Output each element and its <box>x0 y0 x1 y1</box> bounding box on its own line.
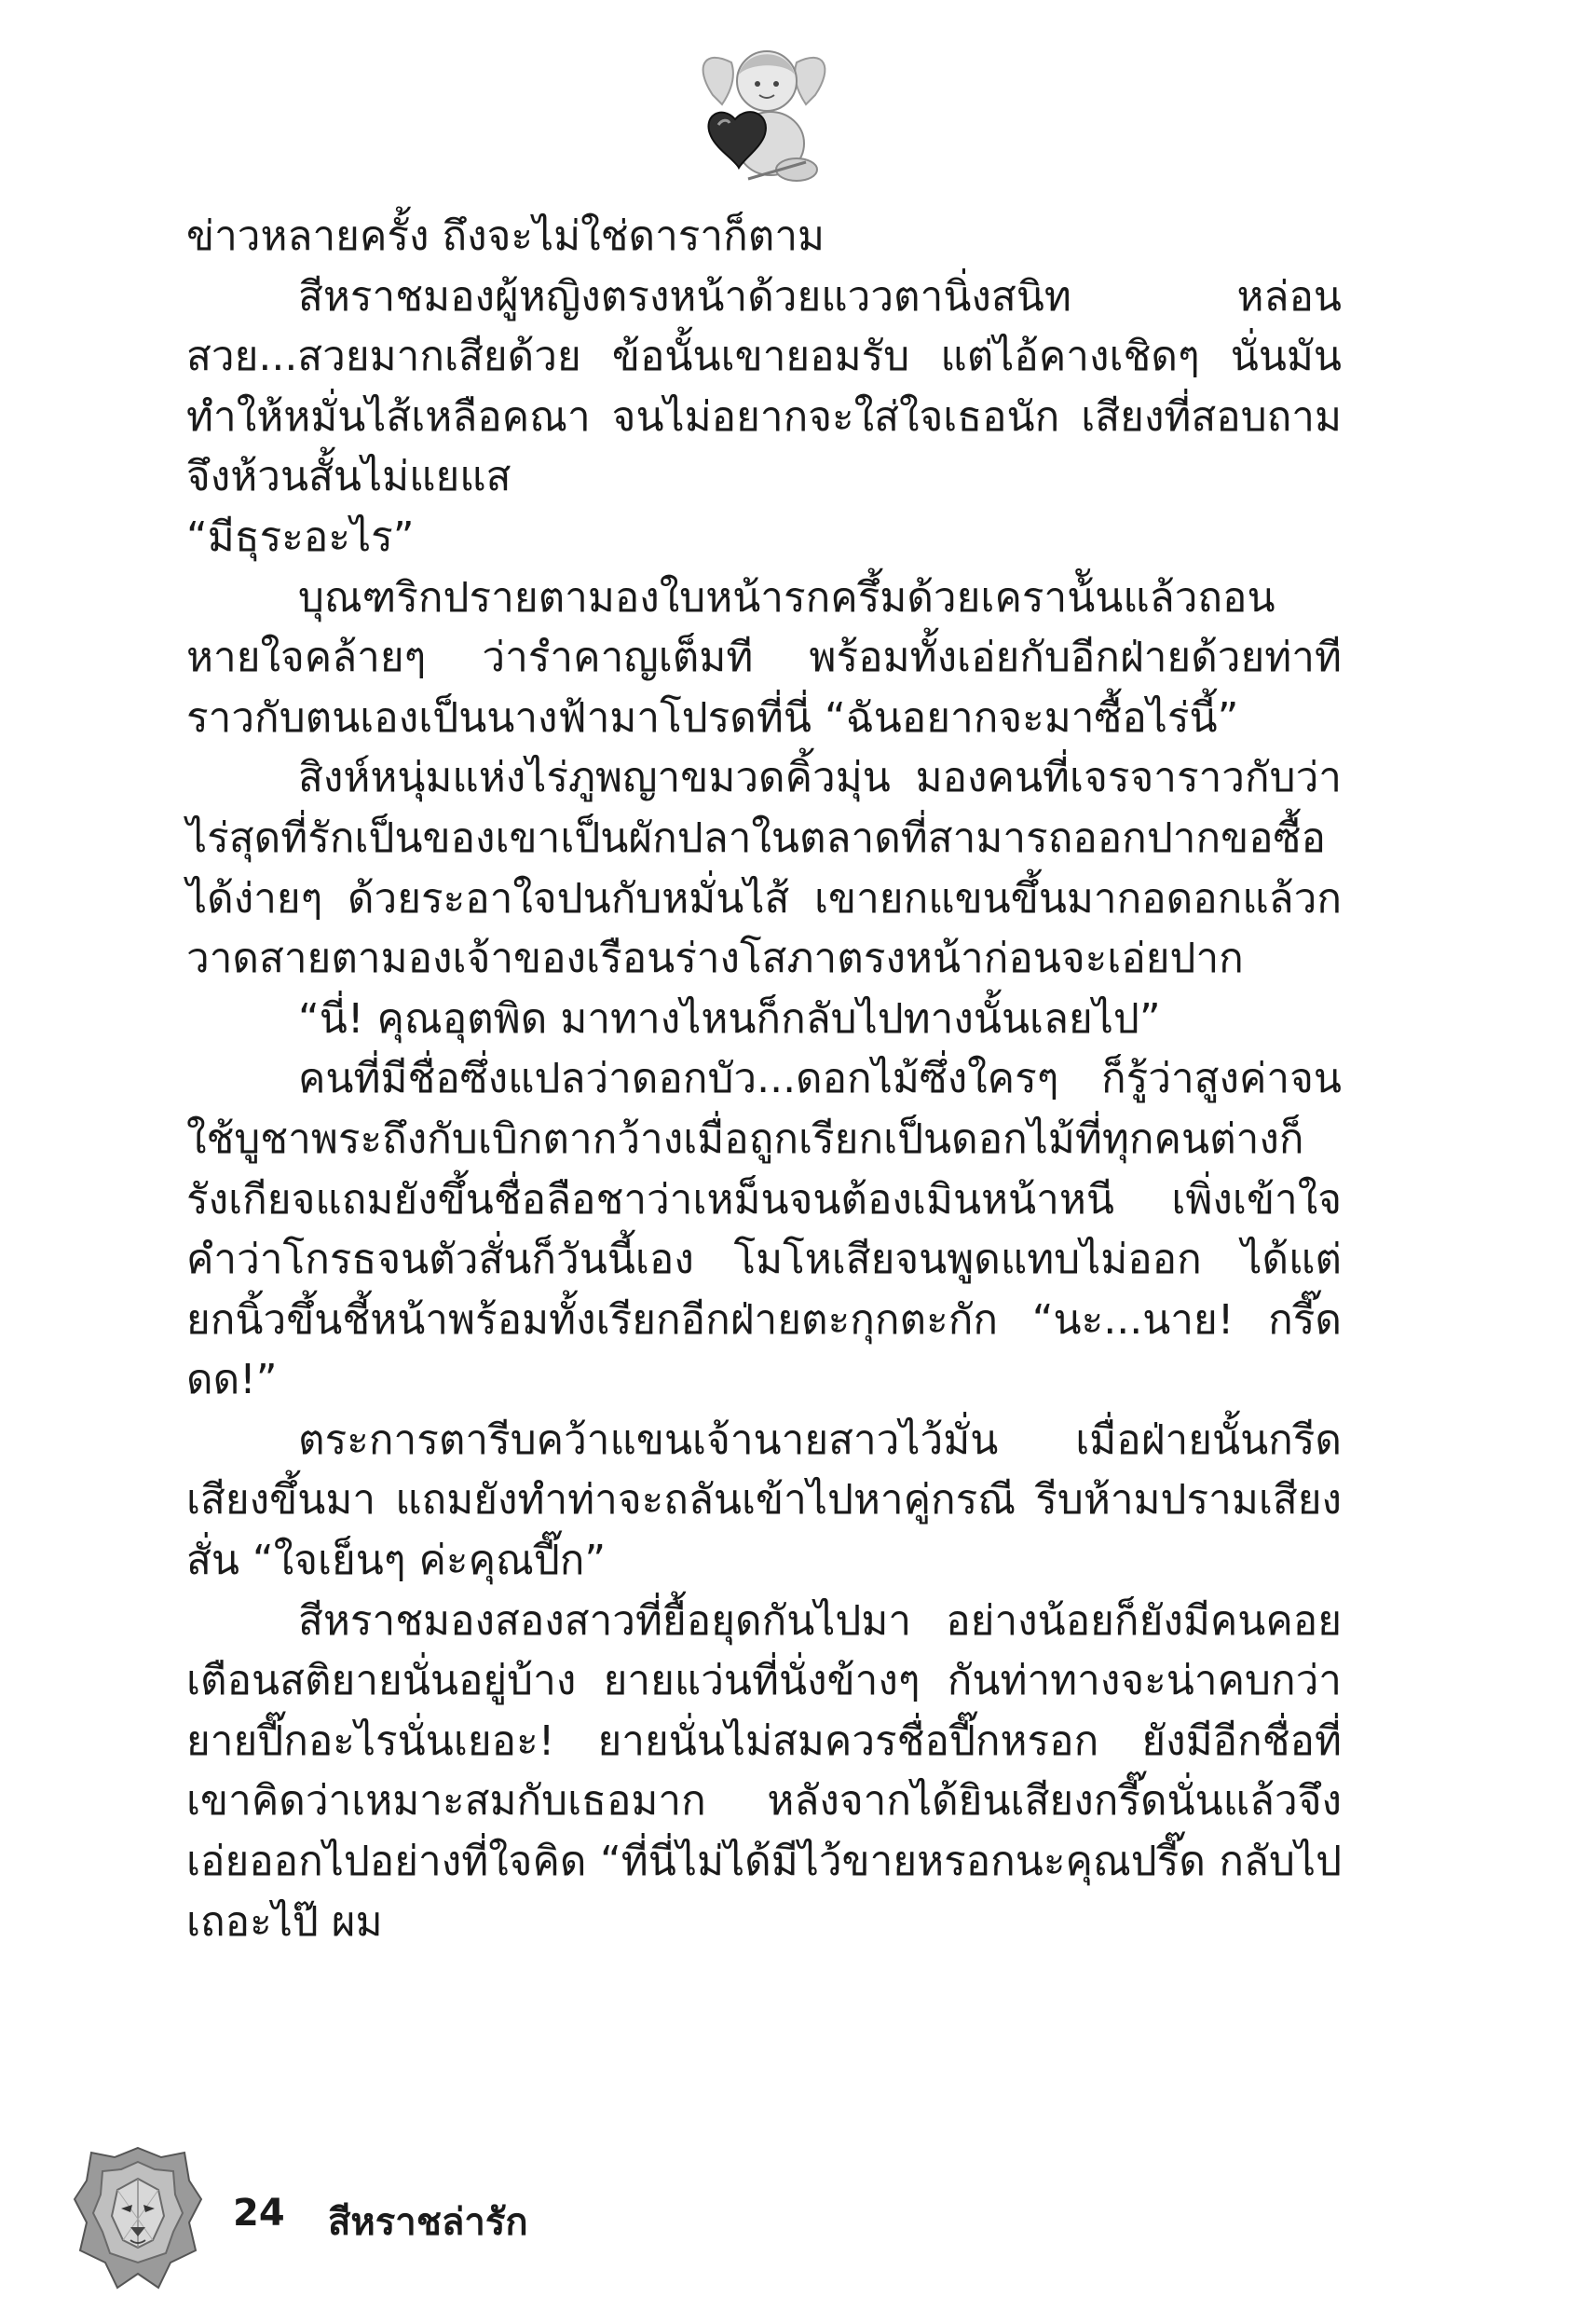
page-number: 24 <box>233 2192 285 2235</box>
lion-head-icon <box>73 2143 203 2292</box>
paragraph-2: สีหราชมองผู้หญิงตรงหน้าด้วยแววตานิ่งสนิท หล่อนสวย...สวยมากเสียด้วย ข้อนั้นเขายอมรับ แต่ไอ้คางเชิดๆ นั่นมันทำให้หมั่นไส้เหลือคณา จนไม่อยากจะใส่ใจเธอนัก เสียงที่สอบถามจึงห้วนสั้นไม่แยแส <box>186 272 1342 501</box>
paragraph-7: คนที่มีชื่อซึ่งแปลว่าดอกบัว...ดอกไม้ซึ่งใครๆ ก็รู้ว่าสูงค่าจนใช้บูชาพระถึงกับเบิกตากว้างเมื่อถูกเรียกเป็นดอกไม้ที่ทุกคนต่างก็รังเกียจแถมยังขึ้นชื่อลือชาว่าเหม็นจนต้องเมินหน้าหนี เพิ่งเข้าใจคำว่าโกรธจนตัวสั่นก็วันนี้เอง โมโหเสียจนพูดแทบไม่ออก ได้แต่ยกนิ้วขึ้นชี้หน้าพร้อมทั้งเรียกอีกฝ่ายตะกุกตะกัก “นะ...นาย! กรี๊ดดด!” <box>186 1055 1342 1404</box>
book-title: สีหราชล่ารัก <box>328 2201 528 2244</box>
paragraph-9: สีหราชมองสองสาวที่ยื้อยุดกันไปมา อย่างน้อยก็ยังมีคนคอยเตือนสติยายนั่นอยู่บ้าง ยายแว่นที่นั่งข้างๆ กันท่าทางจะน่าคบกว่ายายปี๊กอะไรนั่นเยอะ! ยายนั่นไม่สมควรชื่อปี๊กหรอก ยังมีอีกชื่อที่เขาคิดว่าเหมาะสมกับเธอมาก หลังจากได้ยินเสียงกรี๊ดนั่นแล้วจึงเอ่ยออกไปอย่างที่ใจคิด “ที่นี่ไม่ได้มีไว้ขายหรอกนะคุณปรี๊ด กลับไปเถอะไป๊ ผม <box>186 1596 1342 1946</box>
paragraph-6: “นี่! คุณอุตพิด มาทางไหนก็กลับไปทางนั้นเลยไป” <box>298 994 1161 1043</box>
paragraph-8: ตระการตารีบคว้าแขนเจ้านายสาวไว้มั่น เมื่อฝ่ายนั้นกรีดเสียงขึ้นมา แถมยังทำท่าจะถลันเข้าไปหาคู่กรณี รีบห้ามปรามเสียงสั่น “ใจเย็นๆ ค่ะคุณปี๊ก” <box>186 1415 1342 1585</box>
body-text <box>186 207 1342 1952</box>
paragraph-3: “มีธุระอะไร” <box>186 513 415 561</box>
paragraph-5: สิงห์หนุ่มแห่งไร่ภูพญาขมวดคิ้วมุ่น มองคนที่เจรจาราวกับว่าไร่สุดที่รักเป็นของเขาเป็นผักปลาในตลาดที่สามารถออกปากขอซื้อได้ง่ายๆ ด้วยระอาใจปนกับหมั่นไส้ เขายกแขนขึ้นมากอดอกแล้วกวาดสายตามองเจ้าของเรือนร่างโสภาตรงหน้าก่อนจะเอ่ยปาก <box>186 754 1342 983</box>
paragraph-1: ข่าวหลายครั้ง ถึงจะไม่ใช่ดาราก็ตาม <box>186 212 825 260</box>
paragraph-4: บุณฑริกปรายตามองใบหน้ารกครึ้มด้วยเคราน้ันแล้วถอนหายใจคล้ายๆ ว่ารำคาญเต็มที พร้อมทั้งเอ่ยกับอีกฝ่ายด้วยท่าทีราวกับตนเองเป็นนางฟ้ามาโปรดที่นี่ “ฉันอยากจะมาซื้อไร่นี้” <box>186 573 1342 742</box>
cherub-with-heart-icon <box>694 39 834 188</box>
